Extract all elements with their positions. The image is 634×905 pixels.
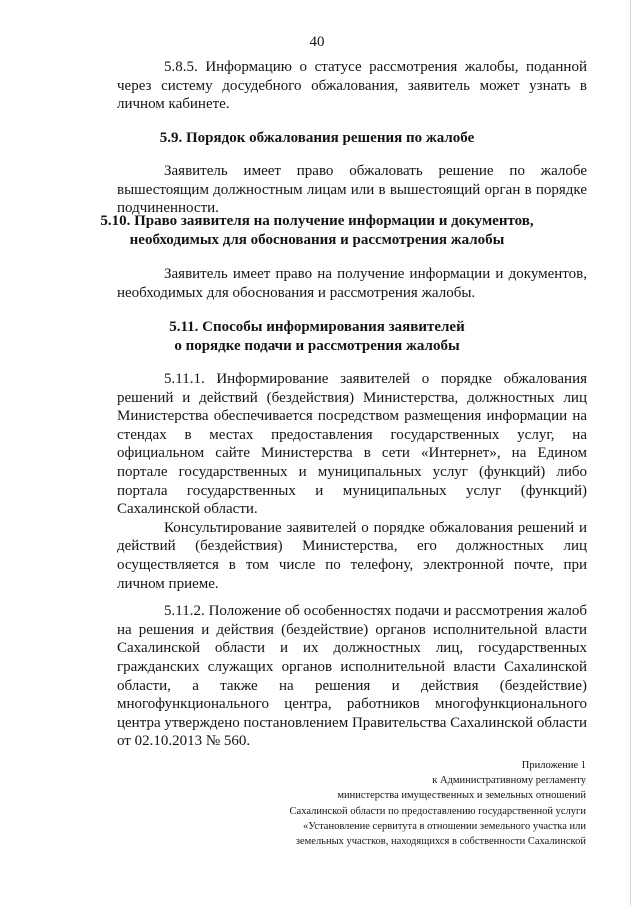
section-5-9-heading-text: 5.9. Порядок обжалования решения по жалобе (159, 130, 475, 146)
section-5-9-body (117, 162, 587, 218)
appendix-line-5: «Установление сервитута в отношении земельного участка или (302, 820, 586, 832)
paragraph-5-8-5 (117, 58, 587, 114)
appendix-line-1: Приложение 1 (521, 760, 586, 771)
page-number: 40 (309, 34, 325, 50)
section-5-11-heading-line-1: 5.11. Способы информирования заявителей (169, 319, 465, 335)
section-5-10-body (117, 265, 587, 302)
section-5-10-heading (0, 212, 634, 249)
appendix-header (290, 758, 586, 849)
section-5-11-body (117, 370, 587, 751)
appendix-line-4: Сахалинской области по предоставлению государственной услуги (289, 805, 586, 817)
section-5-10-heading-line-1: 5.10. Право заявителя на получение информации и документов, (100, 213, 534, 229)
section-5-11-heading-line-2: о порядке подачи и рассмотрения жалобы (174, 337, 460, 354)
section-5-10-heading-line-2: необходимых для обоснования и рассмотрения жалобы (129, 231, 505, 248)
appendix-line-6: земельных участков, находящихся в собственности Сахалинской (295, 836, 586, 848)
paragraph-5-11-2: 5.11.2. Положение об особенностях подачи и рассмотрения жалоб на решения и действия (бездействие) органов исполнительной власти Сахалинской области и их должностных лиц, государственных гражданских служащих органов исполнительной власти Сахалинской области, а также на решения и действия (бездействие) многофункционального центра, работников многофункционального центра утверждено постановлением Правительства Сахалинской области от 02.10.2013 № 560. (117, 603, 588, 750)
section-5-10-text: Заявитель имеет право на получение информации и документов, необходимых для обоснования и рассмотрения жалобы. (117, 266, 587, 301)
appendix-line-3: министерства имущественных и земельных отношений (337, 790, 586, 802)
section-5-9-text: Заявитель имеет право обжаловать решение по жалобе вышестоящим должностным лицам или в вышестоящий орган в порядке подчиненности. (117, 163, 587, 217)
appendix-line-2: к Административному регламенту (432, 775, 586, 787)
paragraph-5-8-5-text: 5.8.5. Информацию о статусе рассмотрения жалобы, поданной через систему досудебного обжалования, заявитель может узнать в личном кабинете. (117, 59, 587, 113)
consulting-paragraph: Консультирование заявителей о порядке обжалования решений и действий (бездействия) Министерства, его должностных лиц осуществляется в том числе по телефону, электронной почте, при личном приеме. (117, 519, 587, 592)
section-5-11-heading (0, 318, 634, 355)
section-5-9-heading (0, 129, 634, 148)
paragraph-5-11-1: 5.11.1. Информирование заявителей о порядке обжалования решений и действий (бездействия) Министерства, должностных лиц Министерства обеспечивается посредством размещения информации на стендах в местах предоставления государственных услуг, на официальном сайте Министерства в сети «Интернет», на Едином портале государственных и муниципальных услуг (функций) либо портала государственных и муниципальных услуг (функций) Сахалинской области. (117, 371, 587, 518)
